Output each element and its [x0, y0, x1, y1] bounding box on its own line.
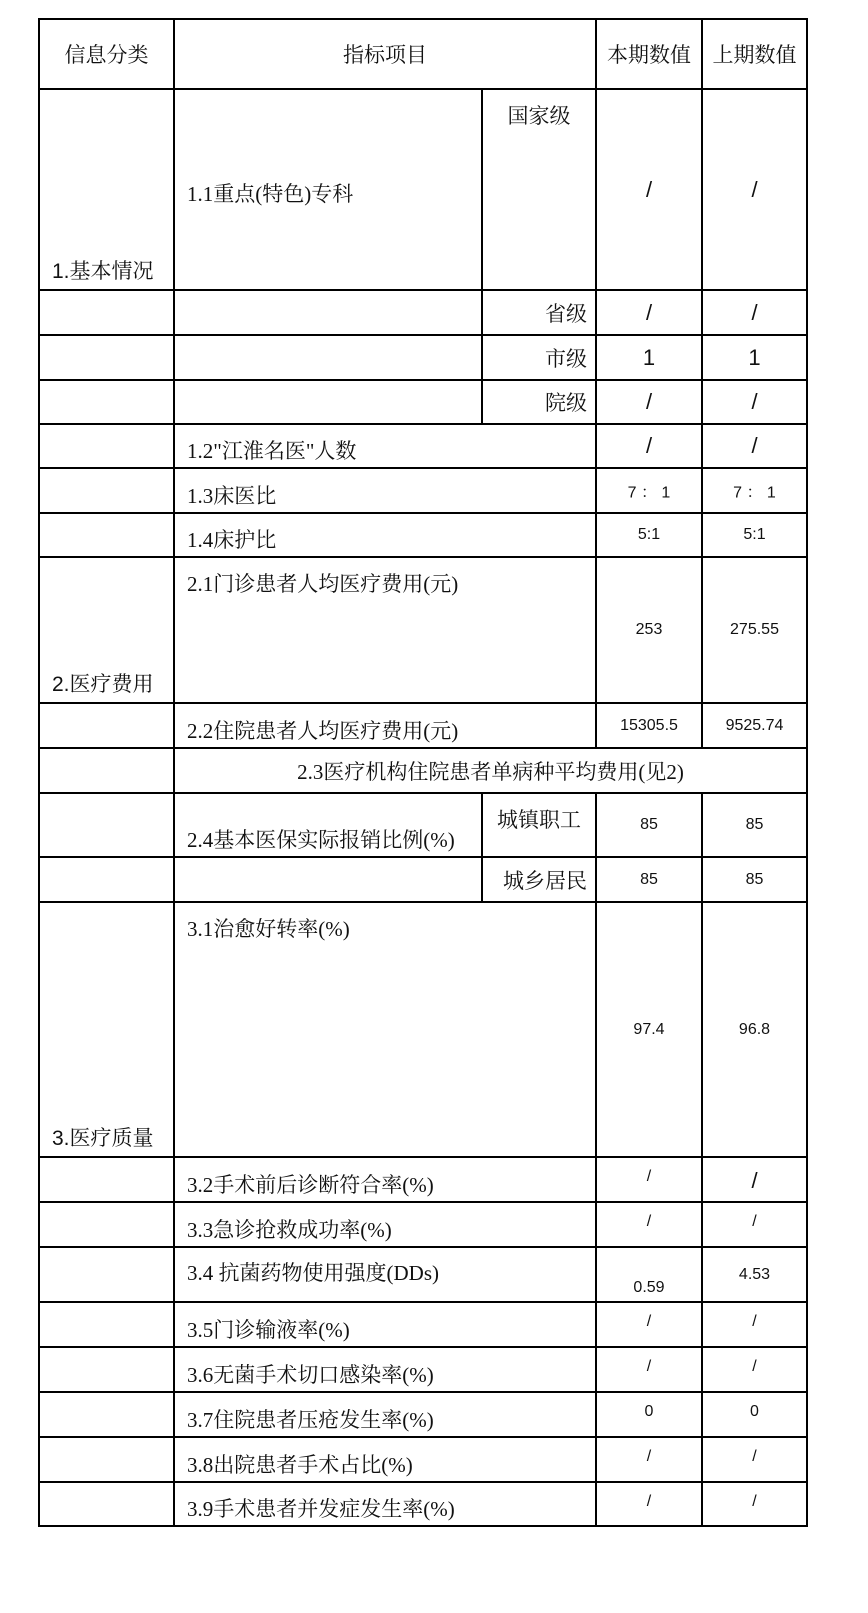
value-current: 5:1 [637, 526, 661, 543]
value-current: / [645, 176, 653, 202]
cell [38, 1301, 175, 1348]
cell [173, 88, 483, 291]
cell [38, 1156, 175, 1203]
value-current: 85 [640, 816, 658, 833]
header-previous-period: 上期数值 [712, 44, 797, 67]
cell [595, 512, 703, 558]
item-3-5: 3.5门诊输液率(%) [187, 1318, 350, 1342]
value-previous: / [751, 299, 758, 325]
cell [701, 289, 808, 336]
cell [595, 901, 703, 1158]
cell [38, 1436, 175, 1483]
item-1-3: 1.3床医比 [187, 484, 277, 508]
header-category: 信息分类 [64, 44, 149, 67]
cell [38, 792, 175, 858]
cell [173, 467, 597, 514]
cell [595, 334, 703, 381]
value-current: / [645, 389, 653, 414]
value-current: / [646, 1358, 652, 1375]
item-1-1: 1.1重点(特色)专科 [187, 182, 354, 206]
cell [481, 289, 597, 336]
cell [173, 18, 597, 90]
value-current: / [646, 1493, 652, 1510]
value-previous: 275.55 [730, 621, 779, 638]
cell [481, 856, 597, 903]
item-1-4: 1.4床护比 [187, 528, 277, 552]
value-previous: / [752, 1358, 757, 1375]
cell [701, 379, 808, 425]
sub-urban-rural-resident: 城乡居民 [503, 869, 587, 893]
cell [38, 556, 175, 704]
cell [173, 702, 597, 749]
cell [595, 792, 703, 858]
cell [173, 1201, 597, 1248]
cell [481, 88, 597, 291]
cell [173, 1156, 597, 1203]
cell [38, 1391, 175, 1438]
value-previous: 85 [745, 870, 764, 888]
cell [701, 1301, 808, 1348]
value-current: / [646, 1168, 652, 1185]
value-previous: 85 [745, 816, 764, 833]
cell [595, 1301, 703, 1348]
cell [38, 467, 175, 514]
item-2-3: 2.3医疗机构住院患者单病种平均费用(见2) [297, 759, 684, 784]
cell [173, 1481, 597, 1527]
cell [701, 1246, 808, 1303]
value-previous: / [751, 176, 758, 202]
cell [701, 334, 808, 381]
value-current: 253 [635, 621, 663, 638]
category-medical-quality: 3.医疗质量 [52, 1127, 154, 1150]
cell [38, 379, 175, 425]
item-3-3: 3.3急诊抢救成功率(%) [187, 1218, 392, 1242]
value-previous: / [752, 1448, 757, 1465]
category-basic-info: 1.基本情况 [52, 260, 154, 283]
cell [38, 702, 175, 749]
cell [701, 792, 808, 858]
sub-urban-employee: 城镇职工 [497, 809, 581, 832]
cell [173, 901, 597, 1158]
cell [701, 423, 808, 469]
cell [173, 334, 483, 381]
cell [38, 334, 175, 381]
cell [595, 1156, 703, 1203]
item-3-2: 3.2手术前后诊断符合率(%) [187, 1173, 434, 1197]
cell [173, 423, 597, 469]
item-3-9: 3.9手术患者并发症发生率(%) [187, 1497, 455, 1521]
item-3-7: 3.7住院患者压疮发生率(%) [187, 1408, 434, 1432]
cell [701, 1156, 808, 1203]
item-3-1: 3.1治愈好转率(%) [187, 917, 350, 941]
cell [701, 556, 808, 704]
cell [701, 1201, 808, 1248]
cell [595, 1201, 703, 1248]
cell [38, 901, 175, 1158]
cell [595, 1436, 703, 1483]
cell [38, 289, 175, 336]
value-previous: 96.8 [738, 1020, 771, 1038]
value-current: 97.4 [633, 1020, 665, 1038]
cell [595, 1391, 703, 1438]
sub-provincial: 省级 [545, 302, 587, 326]
cell [173, 379, 483, 425]
cell [173, 1436, 597, 1483]
item-3-6: 3.6无菌手术切口感染率(%) [187, 1363, 434, 1387]
cell [173, 747, 808, 794]
cell [38, 1201, 175, 1248]
cell [173, 1391, 597, 1438]
cell [595, 18, 703, 90]
cell [595, 423, 703, 469]
cell [595, 856, 703, 903]
cell [701, 1346, 808, 1393]
item-3-8: 3.8出院患者手术占比(%) [187, 1453, 413, 1477]
value-current: 7 ： 1 [627, 484, 671, 501]
item-2-1: 2.1门诊患者人均医疗费用(元) [187, 572, 459, 596]
cell [173, 512, 597, 558]
value-previous: 7 ： 1 [733, 484, 776, 501]
cell [38, 1346, 175, 1393]
cell [38, 1481, 175, 1527]
cell [38, 1246, 175, 1303]
category-medical-cost: 2.医疗费用 [52, 673, 154, 696]
cell [701, 88, 808, 291]
value-current: / [645, 433, 653, 458]
cell [701, 1436, 808, 1483]
cell [701, 1481, 808, 1527]
cell [173, 1301, 597, 1348]
cell [701, 18, 808, 90]
cell [595, 702, 703, 749]
cell [481, 379, 597, 425]
sub-national: 国家级 [507, 105, 571, 128]
cell [701, 901, 808, 1158]
header-current-period: 本期数值 [607, 44, 691, 67]
sub-municipal: 市级 [545, 347, 587, 371]
value-previous: / [752, 1493, 757, 1510]
item-1-2: 1.2"江淮名医"人数 [187, 439, 357, 463]
cell [38, 512, 175, 558]
cell [595, 467, 703, 514]
cell [38, 88, 175, 291]
value-previous: / [752, 1313, 757, 1330]
value-previous: / [751, 1168, 758, 1193]
cell [38, 423, 175, 469]
cell [595, 1481, 703, 1527]
value-current: 0 [644, 1403, 654, 1420]
value-current: 15305.5 [620, 716, 678, 734]
cell [173, 1246, 597, 1303]
cell [481, 792, 597, 858]
cell [701, 1391, 808, 1438]
cell [173, 289, 483, 336]
cell [595, 1346, 703, 1393]
value-previous: / [752, 1213, 757, 1230]
value-current: / [646, 1313, 652, 1330]
cell [595, 289, 703, 336]
cell [173, 792, 483, 858]
item-3-4: 3.4 抗菌药物使用强度(DDs) [187, 1260, 439, 1285]
value-current: 0.59 [633, 1279, 665, 1296]
cell [701, 702, 808, 749]
cell [38, 18, 175, 90]
cell [701, 856, 808, 903]
value-current: / [646, 1213, 652, 1230]
value-previous: / [751, 389, 758, 414]
cell [173, 856, 483, 903]
value-current: / [645, 299, 653, 325]
cell [173, 556, 597, 704]
cell [38, 747, 175, 794]
value-previous: 4.53 [738, 1265, 771, 1283]
cell [173, 1346, 597, 1393]
item-2-2: 2.2住院患者人均医疗费用(元) [187, 719, 459, 743]
value-previous: 0 [750, 1403, 759, 1420]
value-previous: 9525.74 [725, 716, 784, 734]
value-current: 1 [642, 344, 656, 370]
item-2-4: 2.4基本医保实际报销比例(%) [187, 828, 455, 852]
cell [595, 379, 703, 425]
header-indicator: 指标项目 [343, 44, 427, 67]
value-previous: 1 [748, 344, 761, 370]
cell [595, 1246, 703, 1303]
sub-hospital: 院级 [545, 392, 587, 415]
cell [595, 88, 703, 291]
value-previous: 5:1 [743, 526, 766, 543]
value-current: / [646, 1448, 652, 1465]
value-current: 85 [640, 870, 658, 888]
cell [481, 334, 597, 381]
cell [595, 556, 703, 704]
cell [701, 467, 808, 514]
value-previous: / [751, 433, 758, 458]
cell [701, 512, 808, 558]
cell [38, 856, 175, 903]
